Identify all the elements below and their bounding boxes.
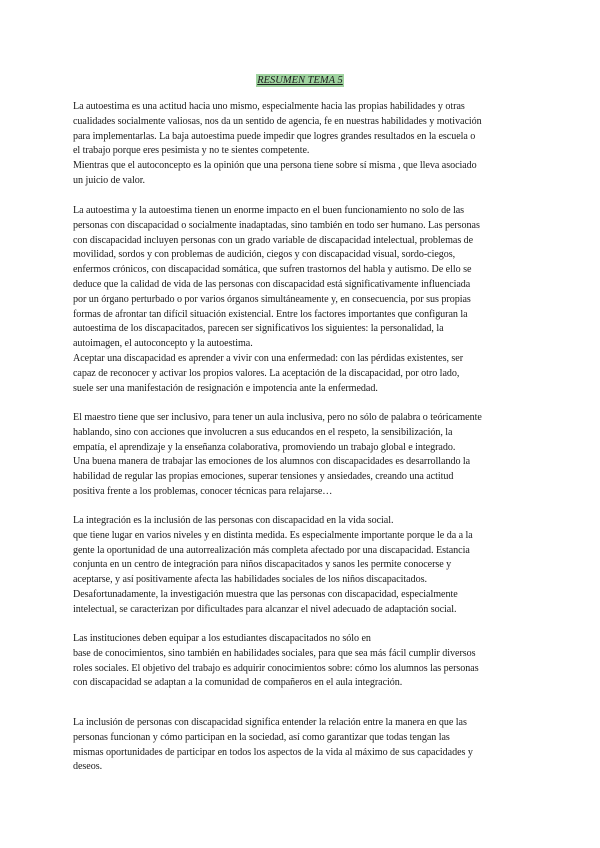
text-line: Desafortunadamente, la investigación muestra que las personas con discapacidad, especialmente: [73, 588, 458, 600]
text-line: positiva frente a los problemas, conocer técnicas para relajarse…: [73, 485, 333, 497]
text-line: Una buena manera de trabajar las emociones de los alumnos con discapacidades es desarrollando la: [73, 456, 471, 468]
text-line: con discapacidad incluyen personas con un grado variable de discapacidad intelectual, problemas de: [73, 234, 474, 246]
paragraph-maestro-inclusivo: [73, 411, 535, 500]
text-line: mismas oportunidades de participar en todos los aspectos de la vida al máximo de sus capacidades y: [73, 746, 473, 758]
text-line: el trabajo porque eres pesimista y no te sientes competente.: [73, 145, 310, 157]
text-line: roles sociales. El objetivo del trabajo es adquirir conocimientos sobre: cómo los alumnos las personas: [73, 662, 479, 674]
text-line: La inclusión de personas con discapacidad significa entender la relación entre la manera en que las: [73, 717, 467, 728]
text-line: Aceptar una discapacidad es aprender a vivir con una enfermedad: con las pérdidas existentes, ser: [73, 352, 464, 364]
text-line: deduce que la calidad de vida de las personas con discapacidad está significativamente influenciada: [73, 278, 471, 290]
text-line: enfermos crónicos, con discapacidad somática, que sufren trastornos del habla y autismo. De ello se: [73, 264, 472, 276]
text-line: aceptarse, y así positivamente afecta las habilidades sociales de los niños discapacitados.: [73, 574, 427, 586]
text-line: La integración es la inclusión de las personas con discapacidad en la vida social.: [73, 515, 394, 526]
text-line: autoimagen, el autoconcepto y la autoestima.: [73, 338, 253, 350]
paragraph-discapacidad: [73, 204, 535, 396]
text-line: empatía, el aprendizaje y la enseñanza colaborativa, promoviendo un trabajo global e integrado.: [73, 441, 456, 453]
text-line: capaz de reconocer y activar los propios valores. La aceptación de la discapacidad, por otro lado,: [73, 367, 460, 379]
text-line: personas funcionan y cómo participan en la sociedad, así como garantizar que todas tengan las: [73, 731, 450, 743]
text-line: base de conocimientos, sino también en habilidades sociales, para que sea más fácil cumplir diversos: [73, 647, 476, 659]
text-line: por un órgano perturbado o por varios órganos simultáneamente y, en consecuencia, por sus propias: [73, 293, 471, 305]
text-line: La autoestima es una actitud hacia uno mismo, especialmente hacia las propias habilidades y otras: [73, 101, 465, 112]
text-line: con discapacidad se adaptan a la comunidad de compañeros en el aula integración.: [73, 677, 403, 689]
text-line: cualidades socialmente valiosas, nos da un sentido de agencia, fe en nuestras habilidades y motivación: [73, 115, 482, 127]
paragraph-inclusion: [73, 716, 535, 775]
text-line: gente la oportunidad de una autorrealización más completa afectado por una discapacidad. Estancia: [73, 544, 470, 556]
text-line: suele ser una manifestación de resignación e impotencia ante la enfermedad.: [73, 382, 378, 394]
text-line: personas con discapacidad o socialmente inadaptadas, sino también en todo ser humano. Las personas: [73, 219, 480, 231]
text-line: autoestima de los discapacitados, parecen ser significativos los siguientes: la personalidad, la: [73, 323, 444, 335]
paragraph-autoestima: [73, 100, 535, 189]
text-line: un juicio de valor.: [73, 174, 145, 186]
title-container: [0, 70, 600, 88]
paragraph-integracion: [73, 514, 535, 618]
text-line: intelectual, se caracterizan por dificultades para alcanzar el nivel adecuado de adaptación social.: [73, 603, 457, 615]
text-line: formas de afrontar tan difícil situación existencial. Entre los factores importantes que configuran la: [73, 308, 468, 320]
text-line: para implementarlas. La baja autoestima puede impedir que logres grandes resultados en la escuela o: [73, 130, 476, 142]
paragraph-instituciones: [73, 632, 535, 691]
text-line: movilidad, sordos y con problemas de audición, ciegos y con discapacidad visual, sordo-ciegos,: [73, 249, 456, 261]
text-line: que tiene lugar en varios niveles y en distinta medida. Es especialmente importante porque le da a la: [73, 529, 473, 541]
text-line: hablando, sino con acciones que involucren a sus educandos en el respeto, la sensibilización, la: [73, 426, 453, 438]
text-line: Mientras que el autoconcepto es la opinión que una persona tiene sobre sí misma , que lleva asociado: [73, 160, 477, 172]
text-line: deseos.: [73, 761, 103, 773]
text-line: Las instituciones deben equipar a los estudiantes discapacitados no sólo en: [73, 633, 371, 644]
text-line: conjunta en un centro de integración para niños discapacitados y sanos les permite conocerse y: [73, 559, 452, 571]
document-title: RESUMEN TEMA 5: [257, 75, 343, 86]
text-line: habilidad de regular las propias emociones, superar tensiones y ansiedades, creando una actitud: [73, 471, 454, 483]
text-line: El maestro tiene que ser inclusivo, para tener un aula inclusiva, pero no sólo de palabra o teóricamente: [73, 412, 482, 423]
text-line: La autoestima y la autoestima tienen un enorme impacto en el buen funcionamiento no solo de las: [73, 205, 465, 216]
